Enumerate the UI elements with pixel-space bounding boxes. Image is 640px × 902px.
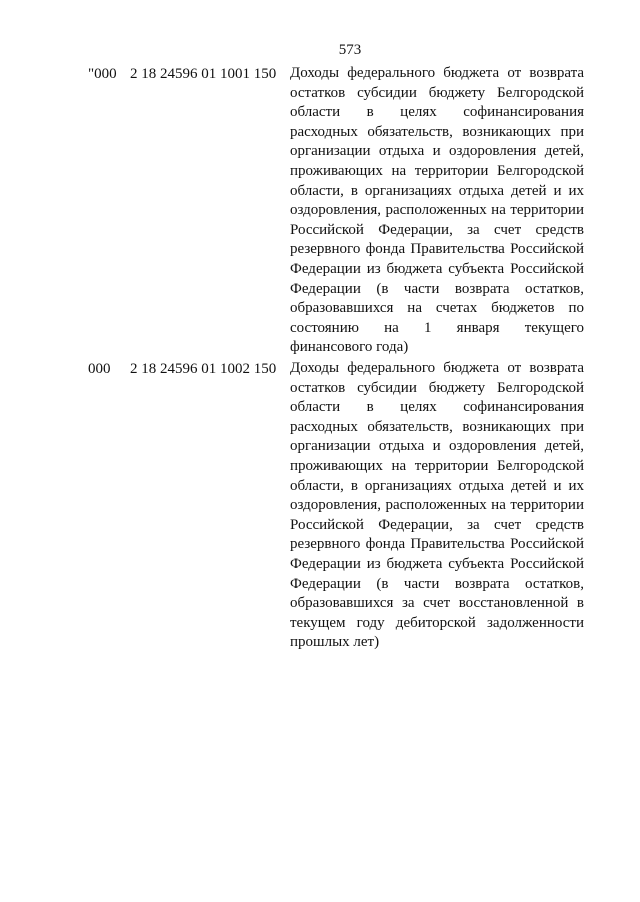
entry-description: Доходы федерального бюджета от возврата остатков субсидии бюджету Белгородской области в целях софинансирования расходных обязательств, возникающих при организации отдыха и оздоровления детей, проживающих на территории Белгородской области, в организациях отдыха детей и их оздоровления, расположенных на территории Российской Федерации, за счет средств резервного фонда Правительства Российской Федерации из бюджета субъекта Российской Федерации (в части возврата остатков, образовавшихся за счет восстановленной в текущем году дебиторской задолженности прошлых лет) — [290, 360, 584, 651]
budget-classification-code: 2 18 24596 01 1002 150 — [130, 361, 277, 377]
administrator-code: 000 — [88, 361, 111, 377]
administrator-code: "000 — [88, 66, 117, 82]
budget-classification-code: 2 18 24596 01 1001 150 — [130, 66, 277, 82]
entry-description: Доходы федерального бюджета от возврата остатков субсидии бюджету Белгородской области в целях софинансирования расходных обязательств, возникающих при организации отдыха и оздоровления детей, проживающих на территории Белгородской области, в организациях отдыха детей и их оздоровления, расположенных на территории Российской Федерации, за счет средств резервного фонда Правительства Российской Федерации из бюджета субъекта Российской Федерации (в части возврата остатков, образовавшихся на счетах бюджетов по состоянию на 1 января текущего финансового года) — [290, 65, 584, 356]
page-number: 573 — [338, 42, 362, 58]
